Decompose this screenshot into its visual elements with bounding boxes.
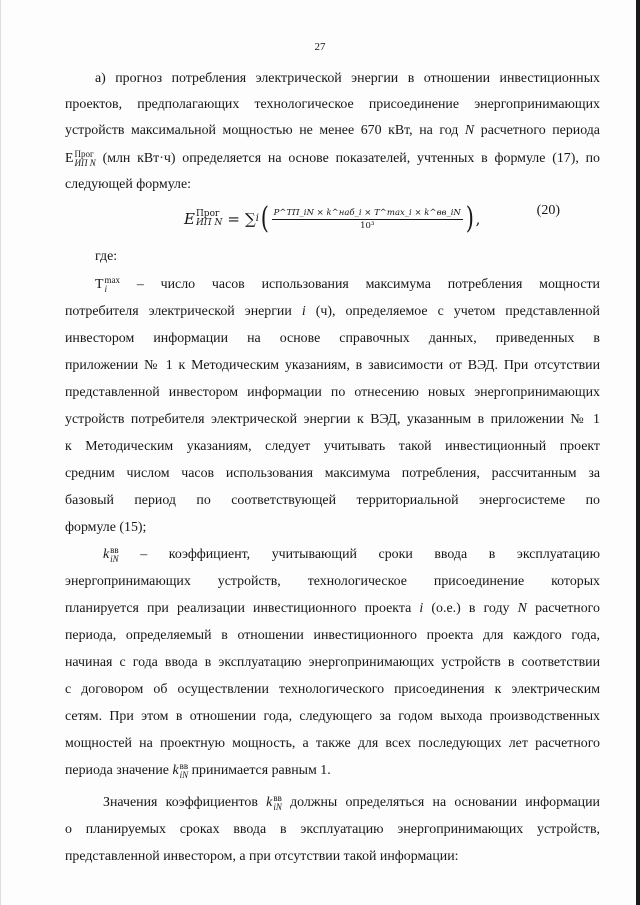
para-last-line-3: представленной инвестором, а при отсутствии такой информации: bbox=[65, 849, 459, 864]
formula-20 bbox=[60, 197, 600, 241]
def-k-line-1: k вв iN – коэффициент, учитывающий сроки ввода в эксплуатацию bbox=[103, 542, 600, 568]
para-a-line-2: проектов, предполагающих технологическое присоединение энергопринимающих bbox=[65, 97, 600, 112]
def-k-line-8: мощностей на проектную мощность, а также для всех последующих лет расчетного bbox=[65, 736, 600, 751]
para-last-line-1: Значения коэффициентов k вв iN должны определяться на основании информации bbox=[103, 790, 600, 816]
scan-edge-left bbox=[0, 0, 1, 905]
symbol-k-vv-inline: k вв iN bbox=[172, 760, 189, 780]
def-k-line-3: планируется при реализации инвестиционного проекта i (о.е.) в году N расчетного bbox=[65, 601, 600, 616]
scan-edge-right bbox=[636, 0, 640, 905]
page-number: 27 bbox=[314, 41, 326, 53]
para-a-line-1: а) прогноз потребления электрической энергии в отношении инвестиционных bbox=[95, 71, 600, 86]
def-t-line-6: устройств потребителя электрической энергии к ВЭД, указанным в приложении № 1 bbox=[65, 412, 600, 427]
def-k-line-2: энергопринимающих устройств, технологическое присоединение которых bbox=[65, 574, 600, 589]
formula-fraction: $\frac{\text{P\textasciicircum{}ТП\_iN × k\textasciicircum{}наб\_i × T\textasciicircum{}max\_i × k\textasciicircum{}вв\_iN}}{\text{10³}}$ bbox=[273, 207, 461, 231]
def-k-line-5: начиная с года ввода в эксплуатацию энергопринимающих устройств в соответствии bbox=[65, 655, 600, 670]
def-t-line-8: средним числом часов использования максимума потребления, рассчитанным за bbox=[65, 466, 600, 481]
def-t-line-1: T max i – число часов использования максимума потребления мощности bbox=[95, 272, 600, 298]
para-a-line-5: следующей формуле: bbox=[65, 177, 191, 192]
def-t-line-3: инвестором информации на основе справочных данных, приведенных в bbox=[65, 331, 600, 346]
formula-number: (20) bbox=[536, 203, 560, 218]
def-k-line-7: сетям. При этом в отношении года, следующего за годом выхода производственных bbox=[65, 709, 600, 724]
def-k-line-9: периода значение k вв iN принимается равным 1. bbox=[65, 758, 600, 784]
para-a-line-4: E Прог ИП N (млн кВт·ч) определяется на основе показателей, учтенных в формуле (17), по bbox=[65, 146, 600, 172]
formula-body: E Прог ИП N = ∑ i ( $\frac{\text{P\textasciicircum{}ТП\_iN × k\textasciicircum{}наб\_i × T\textasciicircum{}max\_i × k\textasciicircum{}вв\_iN}}{\text{10³}}$ ) , bbox=[184, 201, 481, 236]
para-last-line-2: о планируемых сроках ввода в эксплуатацию энергопринимающих устройств, bbox=[65, 822, 600, 837]
symbol-k-vv-inline-2: k вв iN bbox=[266, 792, 282, 812]
symbol-e-prog: E Прог ИП N bbox=[65, 148, 96, 168]
def-t-line-9: базовый период по соответствующей территориальной энергосистеме по bbox=[65, 493, 600, 508]
def-t-line-4: приложении № 1 к Методическим указаниям, в зависимости от ВЭД. При отсутствии bbox=[65, 358, 600, 373]
def-t-line-10: формуле (15); bbox=[65, 520, 147, 535]
para-a-line-3: устройств максимальной мощностью не менее 670 кВт, на год N расчетного периода bbox=[65, 123, 600, 138]
symbol-k-vv: k вв iN bbox=[103, 544, 119, 564]
where-label: где: bbox=[95, 249, 118, 264]
symbol-t-max: T max i bbox=[95, 274, 120, 294]
def-k-line-6: с договором об осуществлении технологического присоединения к электрическим bbox=[65, 682, 600, 697]
def-t-line-2: потребителя электрической энергии i (ч), определяемое с учетом представленной bbox=[65, 304, 600, 319]
def-k-line-4: периода, определяемый в отношении инвестиционного проекта для каждого года, bbox=[65, 628, 600, 643]
def-t-line-7: к Методическим указаниям, следует учитывать такой инвестиционный проект bbox=[65, 439, 600, 454]
def-t-line-5: представленной инвестором информации по отнесению новых энергопринимающих bbox=[65, 385, 600, 400]
